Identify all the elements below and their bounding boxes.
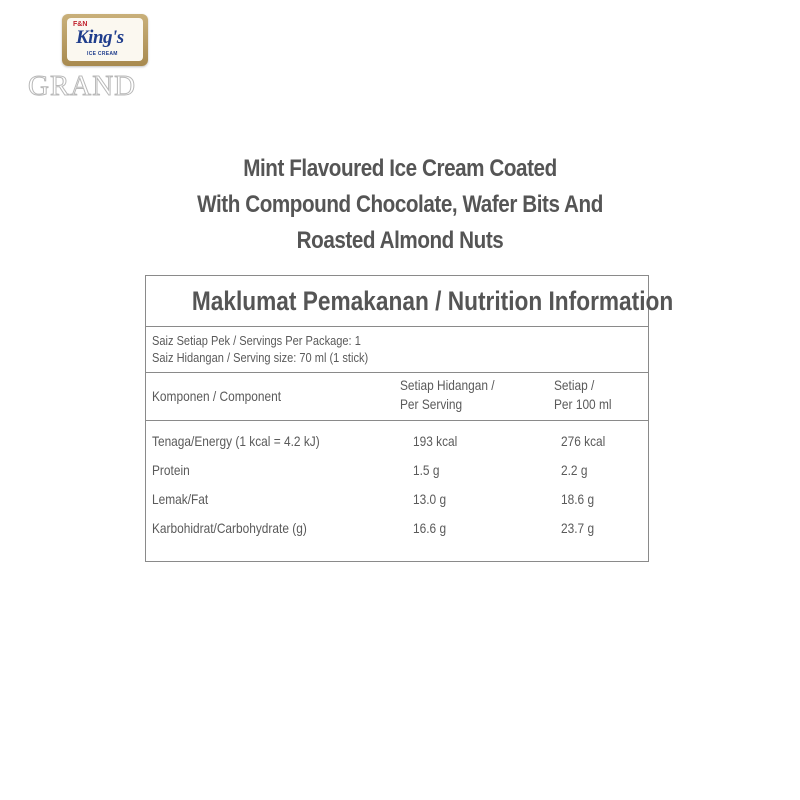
column-per-serving-line2: Per Serving <box>400 396 463 412</box>
per-serving-value: 16.6 g <box>413 520 447 536</box>
table-row <box>146 520 648 540</box>
per-serving-value: 1.5 g <box>413 462 440 478</box>
column-per-100ml-line2: Per 100 ml <box>554 396 612 412</box>
column-per-serving <box>400 376 495 414</box>
kings-grand-logo <box>28 14 152 104</box>
per-100ml-value: 23.7 g <box>561 520 595 536</box>
nutrient-name: Protein <box>152 462 190 478</box>
serving-info <box>146 327 648 373</box>
table-row <box>146 491 648 511</box>
nutrient-name: Tenaga/Energy (1 kcal = 4.2 kJ) <box>152 433 320 449</box>
product-title <box>56 151 744 259</box>
per-serving-value: 193 kcal <box>413 433 458 449</box>
column-component: Komponen / Component <box>152 388 282 404</box>
brand-subtitle: ICE CREAM <box>87 51 118 57</box>
per-serving-value: 13.0 g <box>413 491 447 507</box>
column-header <box>146 373 648 421</box>
per-100ml-value: 276 kcal <box>561 433 606 449</box>
nutrition-heading <box>146 276 674 327</box>
variant-name: GRAND <box>28 70 137 102</box>
serving-size: Saiz Hidangan / Serving size: 70 ml (1 stick) <box>152 350 369 365</box>
title-line: Roasted Almond Nuts <box>296 227 504 254</box>
title-line: With Compound Chocolate, Wafer Bits And <box>197 191 603 218</box>
title-line: Mint Flavoured Ice Cream Coated <box>243 155 557 182</box>
column-per-serving-line1: Setiap Hidangan / <box>400 377 495 393</box>
fn-mark: F&N <box>73 21 88 28</box>
column-per-100ml-line1: Setiap / <box>554 377 595 393</box>
table-row <box>146 433 648 453</box>
table-row <box>146 462 648 482</box>
kings-badge <box>62 14 148 66</box>
nutrition-panel <box>145 275 674 562</box>
per-100ml-value: 18.6 g <box>561 491 595 507</box>
brand-name: King's <box>76 27 124 48</box>
column-per-100ml <box>554 376 612 414</box>
servings-per-package: Saiz Setiap Pek / Servings Per Package: 1 <box>152 333 361 348</box>
nutrition-heading-text: Maklumat Pemakanan / Nutrition Information <box>191 286 674 316</box>
nutrient-name: Karbohidrat/Carbohydrate (g) <box>152 520 307 536</box>
per-100ml-value: 2.2 g <box>561 462 588 478</box>
nutrient-name: Lemak/Fat <box>152 491 209 507</box>
